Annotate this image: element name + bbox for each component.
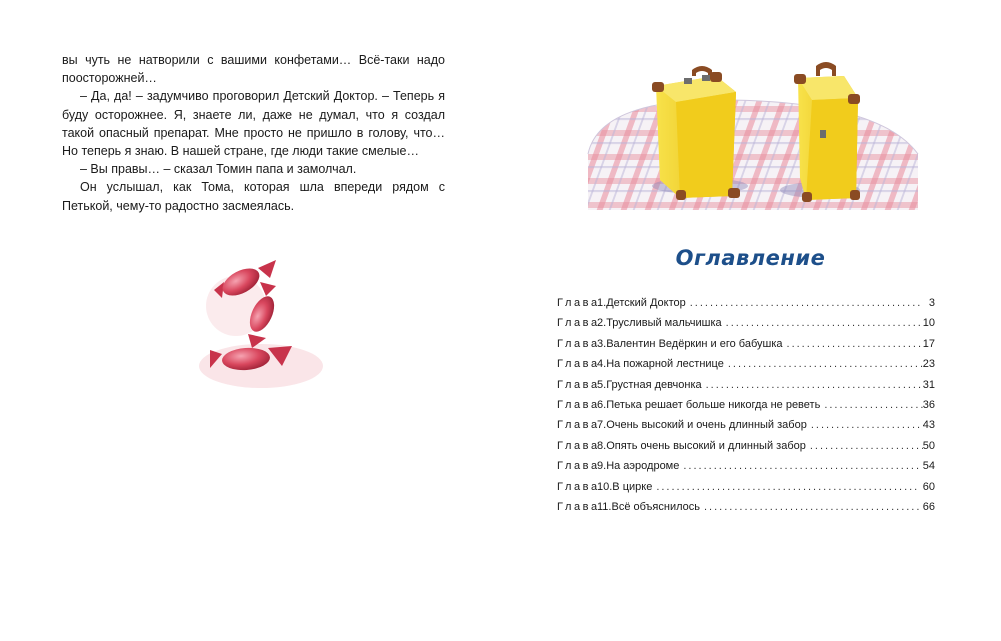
- toc-page-number: 60: [922, 480, 935, 493]
- toc-page-number: 23: [922, 358, 935, 371]
- toc-chapter-number: 2.: [597, 317, 607, 330]
- toc-page-number: 66: [922, 500, 935, 513]
- story-paragraph: – Вы правы… – сказал Томин папа и замолчал.: [80, 162, 357, 177]
- suitcases-on-table-illustration: [580, 58, 920, 210]
- right-page: [500, 0, 1001, 641]
- toc-title: Оглавление: [675, 246, 826, 270]
- left-page: [0, 0, 500, 641]
- toc-chapter-name: Валентин Ведёркин и его бабушка: [606, 337, 783, 350]
- toc-chapter-name: В цирке: [612, 480, 653, 493]
- toc-leader-dots: [824, 399, 922, 411]
- toc-chapter-word: Глава: [557, 500, 600, 513]
- toc-chapter-name: Петька решает больше никогда не реветь: [606, 398, 821, 411]
- toc-leader-dots: [726, 317, 923, 329]
- toc-row: [557, 419, 935, 439]
- toc-leader-dots: [683, 460, 920, 472]
- toc-row: [557, 358, 935, 378]
- toc-chapter-name: Очень высокий и очень длинный забор: [606, 419, 807, 432]
- toc-row: [557, 460, 935, 480]
- toc-page-number: 54: [922, 460, 935, 473]
- toc-row: [557, 338, 935, 358]
- toc-leader-dots: [690, 297, 921, 309]
- toc-page-number: 43: [922, 419, 935, 432]
- story-paragraph: Он услышал, как Тома, которая шла впереди рядом с Петькой, чему-то радостно засмеялась.: [62, 180, 445, 213]
- toc-chapter-word: Глава: [557, 460, 600, 473]
- toc-chapter-word: Глава: [557, 378, 600, 391]
- toc-chapter-number: 3.: [597, 337, 607, 350]
- toc-chapter-word: Глава: [557, 419, 600, 432]
- toc-chapter-number: 6.: [597, 398, 607, 411]
- toc-chapter-name: На пожарной лестнице: [606, 358, 724, 371]
- toc-leader-dots: [810, 440, 923, 452]
- toc-row: [557, 297, 935, 317]
- toc-page-number: 10: [922, 317, 935, 330]
- toc-chapter-word: Глава: [557, 297, 600, 309]
- toc-chapter-number: 9.: [597, 460, 607, 473]
- table-of-contents: [557, 297, 935, 521]
- toc-leader-dots: [706, 379, 922, 391]
- toc-page-number: 17: [922, 337, 935, 350]
- toc-chapter-word: Глава: [557, 337, 600, 350]
- suitcase: [794, 62, 860, 202]
- toc-page-number: 50: [922, 439, 935, 452]
- toc-chapter-name: Опять очень высокий и длинный забор: [606, 439, 806, 452]
- toc-row: [557, 440, 935, 460]
- toc-leader-dots: [656, 481, 919, 493]
- toc-chapter-number: 10.: [597, 480, 613, 493]
- toc-chapter-word: Глава: [557, 398, 600, 411]
- story-text: [62, 51, 445, 215]
- toc-chapter-name: На аэродроме: [606, 460, 680, 473]
- toc-chapter-number: 1.: [597, 297, 607, 309]
- toc-chapter-word: Глава: [557, 439, 600, 452]
- toc-page-number: 36: [922, 398, 935, 411]
- toc-chapter-name: Трусливый мальчишка: [606, 317, 722, 330]
- toc-chapter-word: Глава: [557, 317, 600, 330]
- toc-chapter-number: 4.: [597, 358, 607, 371]
- toc-chapter-word: Глава: [557, 358, 600, 371]
- candies-illustration: [196, 246, 326, 396]
- suitcase: [652, 66, 740, 200]
- toc-chapter-name: Грустная девчонка: [606, 378, 702, 391]
- toc-row: [557, 399, 935, 419]
- toc-leader-dots: [728, 358, 923, 370]
- toc-page-number: 3: [928, 297, 935, 309]
- tablecloth: [588, 100, 918, 210]
- toc-row: [557, 317, 935, 337]
- toc-chapter-word: Глава: [557, 480, 600, 493]
- story-paragraph: – Да, да! – задумчиво проговорил Детский Доктор. – Теперь я буду осторожнее. Я, знаете ли, даже не думал, что я создал такой опасный препарат. Мне просто не пришло в голову, что… Но теперь я знаю. В нашей стране, где люди такие смелые…: [62, 89, 445, 159]
- toc-page-number: 31: [922, 378, 935, 391]
- toc-chapter-name: Детский Доктор: [606, 297, 686, 309]
- toc-chapter-number: 7.: [597, 419, 607, 432]
- toc-row: [557, 379, 935, 399]
- toc-leader-dots: [787, 338, 923, 350]
- toc-row: [557, 501, 935, 521]
- story-paragraph: вы чуть не натворили с вашими конфетами… Всё-таки надо поосторожней…: [62, 53, 445, 86]
- toc-chapter-number: 8.: [597, 439, 607, 452]
- toc-leader-dots: [811, 419, 923, 431]
- toc-row: [557, 481, 935, 501]
- toc-chapter-number: 11.: [597, 500, 612, 513]
- toc-chapter-number: 5.: [597, 378, 607, 391]
- toc-chapter-name: Всё объяснилось: [611, 500, 700, 513]
- toc-leader-dots: [704, 501, 922, 513]
